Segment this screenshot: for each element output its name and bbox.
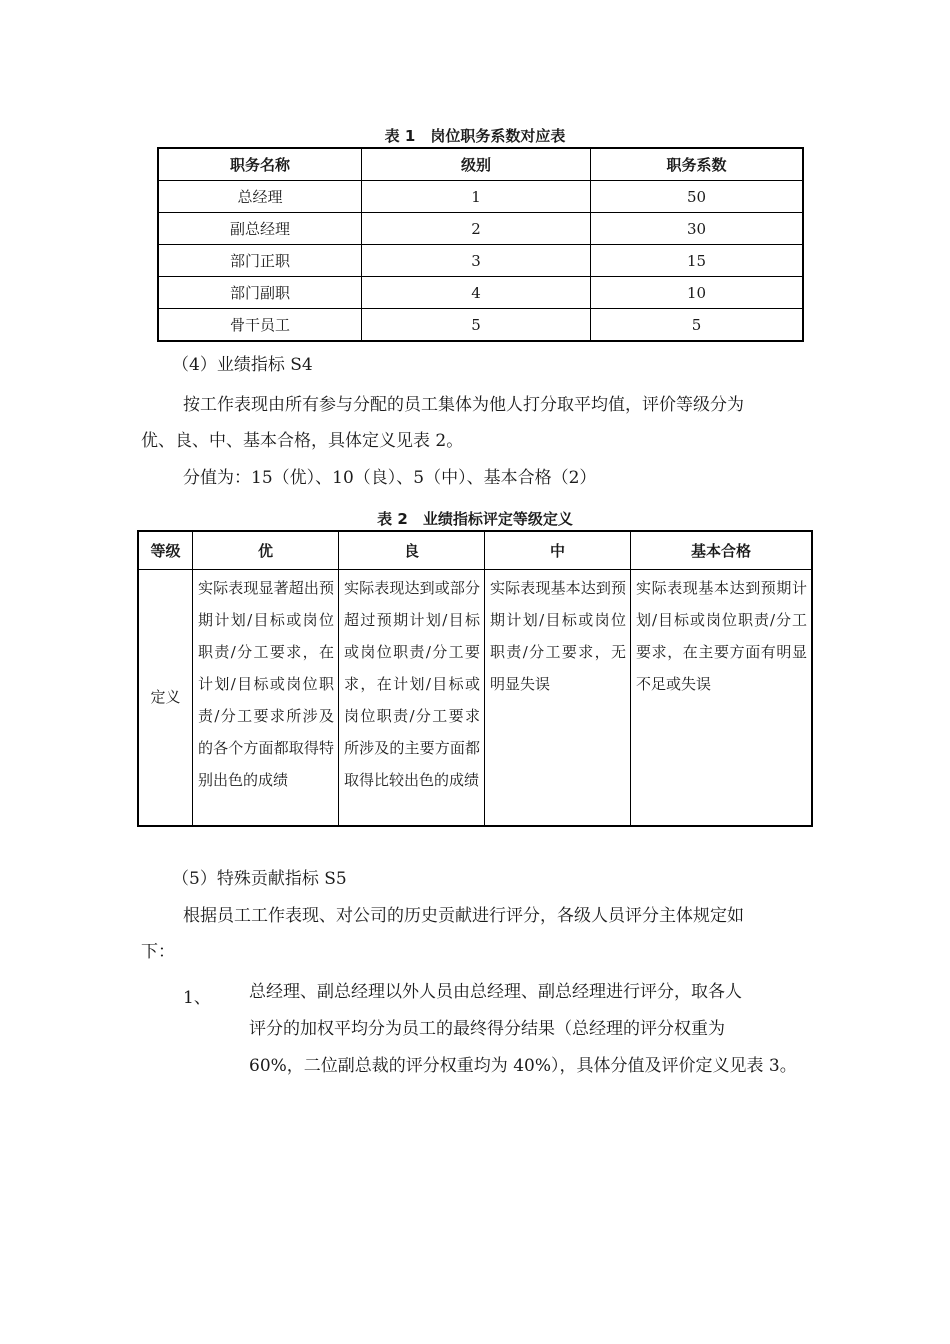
list-item-number: 1、	[183, 988, 211, 1008]
cell-position: 骨干员工	[158, 309, 362, 342]
section4-para1-line1: 按工作表现由所有参与分配的员工集体为他人打分取平均值，评价等级分为	[183, 395, 744, 415]
cell-coefficient: 30	[591, 213, 804, 245]
definition-label: 定义	[138, 570, 193, 826]
header-good: 良	[339, 531, 485, 570]
table-row	[158, 181, 803, 213]
table-header-row	[138, 531, 812, 570]
header-level: 级别	[362, 148, 591, 181]
list-item-line1: 总经理、副总经理以外人员由总经理、副总经理进行评分，取各人	[249, 982, 742, 1002]
position-coefficient-table	[157, 147, 804, 342]
cell-position: 部门副职	[158, 277, 362, 309]
list-item-line3: 60%，二位副总裁的评分权重均为 40%），具体分值及评价定义见表 3。	[249, 1056, 797, 1076]
list-item-line2: 评分的加权平均分为员工的最终得分结果（总经理的评分权重为	[249, 1019, 725, 1039]
table-row	[158, 213, 803, 245]
cell-level: 5	[362, 309, 591, 342]
definition-medium: 实际表现基本达到预期计划/目标或岗位职责/分工要求，无明显失误	[485, 570, 631, 826]
table-header-row	[158, 148, 803, 181]
header-excellent: 优	[193, 531, 339, 570]
section5-para-line1: 根据员工工作表现、对公司的历史贡献进行评分，各级人员评分主体规定如	[183, 906, 744, 926]
cell-position: 部门正职	[158, 245, 362, 277]
table1-caption: 表 1 岗位职务系数对应表	[384, 127, 566, 145]
section5-para-line2: 下：	[141, 942, 175, 962]
cell-coefficient: 10	[591, 277, 804, 309]
cell-position: 总经理	[158, 181, 362, 213]
table2-caption: 表 2 业绩指标评定等级定义	[377, 510, 573, 528]
cell-coefficient: 15	[591, 245, 804, 277]
definition-excellent: 实际表现显著超出预期计划/目标或岗位职责/分工要求，在计划/目标或岗位职责/分工要求所涉及的各个方面都取得特别出色的成绩	[193, 570, 339, 826]
section5-heading: （5）特殊贡献指标 S5	[172, 869, 347, 889]
cell-coefficient: 50	[591, 181, 804, 213]
cell-level: 4	[362, 277, 591, 309]
header-coefficient: 职务系数	[591, 148, 804, 181]
cell-level: 3	[362, 245, 591, 277]
section4-para1-line2: 优、良、中、基本合格，具体定义见表 2。	[141, 431, 464, 451]
header-basic-pass: 基本合格	[631, 531, 813, 570]
table-row	[158, 309, 803, 342]
table-row	[158, 277, 803, 309]
section4-score-values: 分值为：15（优）、10（良）、5（中）、基本合格（2）	[183, 468, 597, 488]
cell-coefficient: 5	[591, 309, 804, 342]
cell-level: 2	[362, 213, 591, 245]
cell-level: 1	[362, 181, 591, 213]
definition-basic-pass: 实际表现基本达到预期计划/目标或岗位职责/分工要求，在主要方面有明显不足或失误	[631, 570, 813, 826]
definition-good: 实际表现达到或部分超过预期计划/目标或岗位职责/分工要求，在计划/目标或岗位职责/分工要求所涉及的主要方面都取得比较出色的成绩	[339, 570, 485, 826]
cell-position: 副总经理	[158, 213, 362, 245]
header-medium: 中	[485, 531, 631, 570]
header-position-name: 职务名称	[158, 148, 362, 181]
section4-heading: （4）业绩指标 S4	[172, 355, 313, 375]
definition-row	[138, 570, 812, 826]
header-grade: 等级	[138, 531, 193, 570]
performance-grade-table	[137, 530, 813, 827]
table-row	[158, 245, 803, 277]
